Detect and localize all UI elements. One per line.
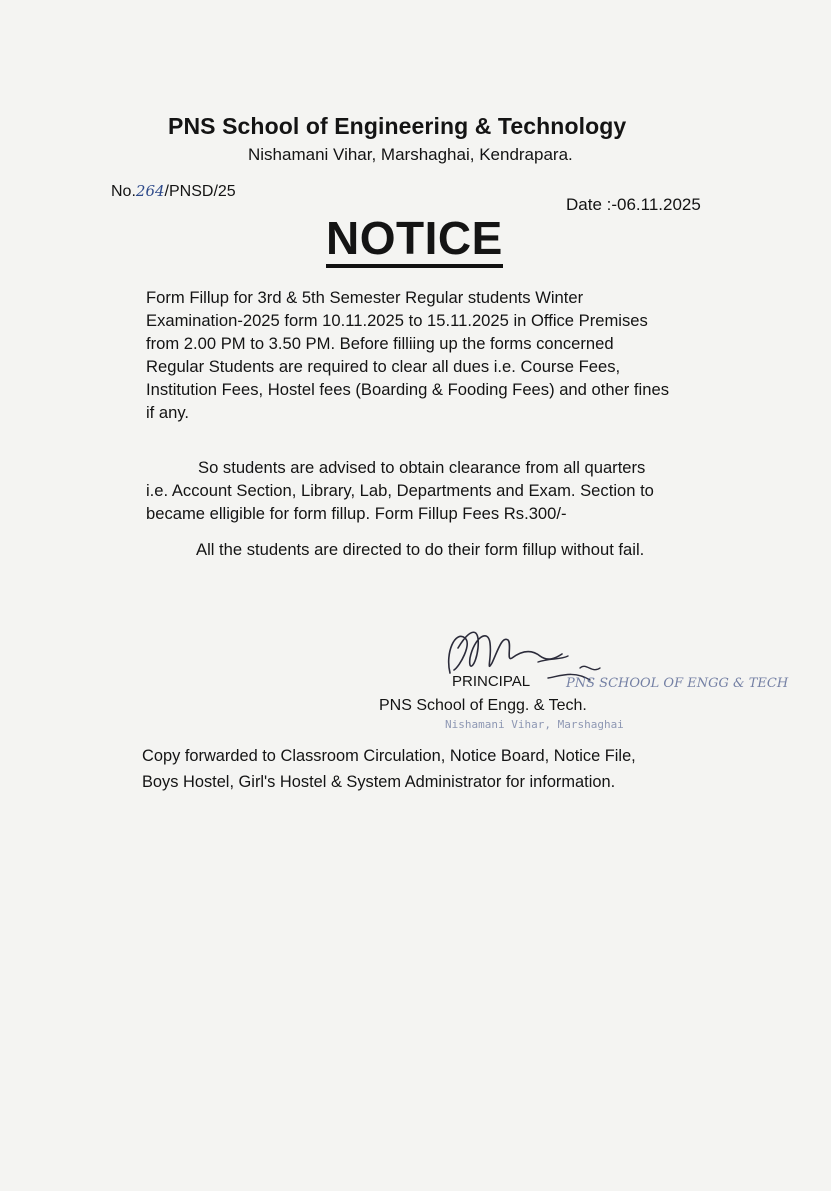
paragraph-line: Regular Students are required to clear all dues i.e. Course Fees,: [146, 357, 621, 376]
stamp-address: Nishamani Vihar, Marshaghai: [445, 718, 624, 731]
paragraph-line: Institution Fees, Hostel fees (Boarding & Fooding Fees) and other fines: [146, 380, 669, 399]
notice-paragraph-3: [146, 538, 644, 561]
paragraph-line: So students are advised to obtain clearance from all quarters: [198, 458, 646, 477]
paragraph-line: if any.: [146, 403, 190, 422]
paragraph-line: Form Fillup for 3rd & 5th Semester Regular students Winter: [146, 288, 584, 307]
reference-prefix: No.: [111, 183, 136, 200]
copy-forwarded-line: Copy forwarded to Classroom Circulation, Notice Board, Notice File,: [142, 747, 636, 765]
paragraph-line: i.e. Account Section, Library, Lab, Departments and Exam. Section to: [146, 481, 654, 500]
reference-number: [111, 182, 236, 201]
notice-paragraph-1: [146, 286, 669, 424]
stamp-text: PNS SCHOOL OF ENGG & TECH: [566, 676, 789, 691]
copy-forwarded: [142, 743, 636, 795]
notice-title: NOTICE: [326, 212, 503, 268]
paragraph-line: All the students are directed to do their form fillup without fail.: [196, 540, 645, 559]
notice-date: Date :-06.11.2025: [566, 195, 701, 214]
institution-address: Nishamani Vihar, Marshaghai, Kendrapara.: [248, 145, 573, 164]
institution-name: PNS School of Engineering & Technology: [168, 113, 627, 139]
paragraph-line: became elligible for form fillup. Form Fillup Fees Rs.300/-: [146, 504, 567, 523]
reference-handwritten-number: 264: [135, 182, 165, 200]
copy-forwarded-line: Boys Hostel, Girl's Hostel & System Administrator for information.: [142, 773, 616, 791]
principal-organization: PNS School of Engg. & Tech.: [379, 697, 587, 714]
paragraph-line: Examination-2025 form 10.11.2025 to 15.11.2025 in Office Premises: [146, 311, 648, 330]
notice-paragraph-2: [146, 456, 654, 525]
paragraph-line: from 2.00 PM to 3.50 PM. Before filliing up the forms concerned: [146, 334, 614, 353]
reference-suffix: /PNSD/25: [164, 183, 236, 200]
principal-title: PRINCIPAL: [452, 673, 531, 690]
